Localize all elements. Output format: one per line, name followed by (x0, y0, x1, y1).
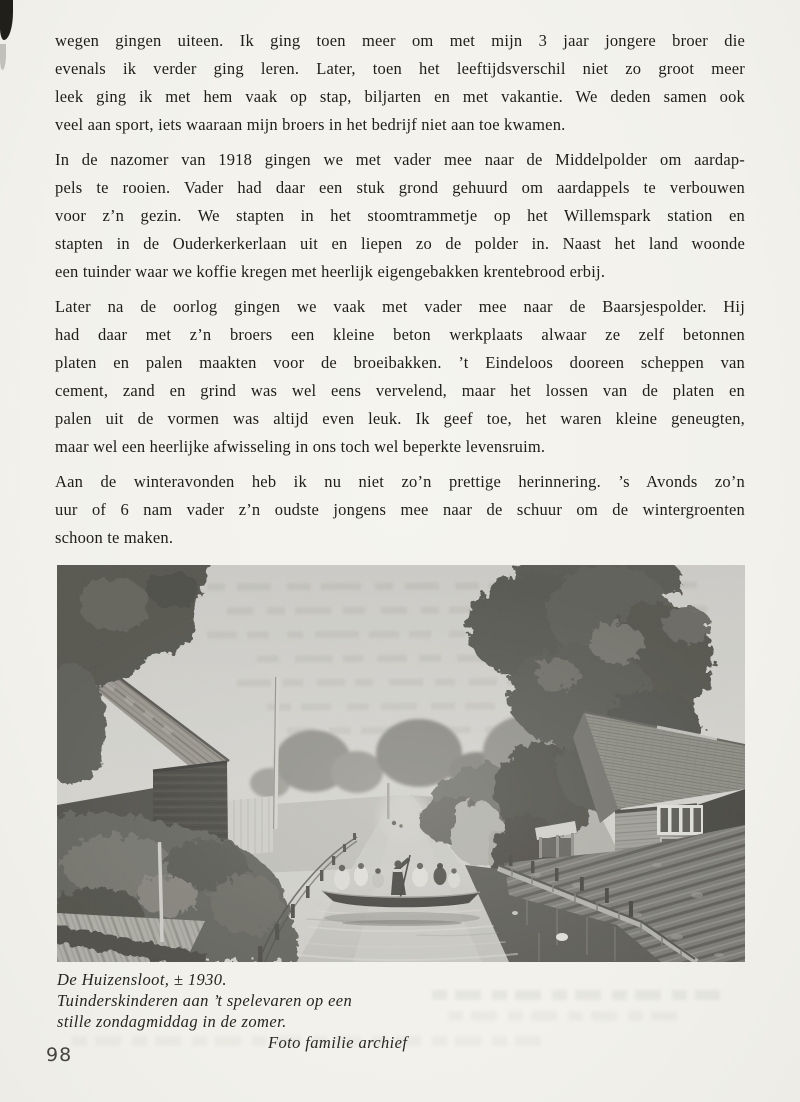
bleedthrough-text (432, 990, 720, 1000)
text-line: In de nazomer van 1918 gingen we met vader mee naar de Middelpolder om aardap- (55, 150, 745, 169)
text-line: uur of 6 nam vader z’n oudste jongens mee naar de schuur om de wintergroenten (55, 500, 745, 519)
text-line: pels te rooien. Vader had daar een stuk grond gehuurd om aardappels te verbouwen (55, 178, 745, 197)
canal-photo (57, 565, 745, 962)
bleedthrough-text (72, 1036, 542, 1046)
page-number: 98 (46, 1044, 73, 1066)
text-line: leek ging ik met hem vaak op stap, biljarten en met vakantie. We deden samen ook (55, 87, 745, 106)
bleedthrough-text (448, 1011, 688, 1021)
canal-photo-illustration (57, 565, 745, 962)
caption-line: Tuinderskinderen aan ’t spelevaren op een (57, 991, 353, 1010)
caption-line: stille zondagmiddag in de zomer. (57, 1012, 287, 1031)
text-line: schoon te maken. (55, 528, 174, 547)
text-line: evenals ik verder ging leren. Later, toen het leeftijdsverschil niet zo groot meer (55, 59, 745, 78)
text-line: Later na de oorlog gingen we vaak met vader mee naar de Baarsjespolder. Hij (55, 297, 745, 316)
text-line: voor z’n gezin. We stapten in het stoomtrammetje op het Willemspark station en (55, 206, 745, 225)
text-line: maar wel een heerlijke afwisseling in ons toch wel beperkte levensruim. (55, 437, 546, 456)
body-text (55, 27, 745, 559)
scan-artifact-streak (0, 44, 6, 70)
text-line: Aan de winteravonden heb ik nu niet zo’n prettige herinnering. ’s Avonds zo’n (55, 472, 745, 491)
photo-credit: Foto familie archief (268, 1033, 408, 1052)
text-line: had daar met z’n broers een kleine beton werkplaats alwaar ze zelf betonnen (55, 325, 745, 344)
paragraph-4 (55, 468, 745, 552)
text-line: wegen gingen uiteen. Ik ging toen meer om met mijn 3 jaar jongere broer die (55, 31, 745, 50)
paragraph-3 (55, 293, 745, 461)
scan-artifact-corner (0, 0, 13, 40)
text-line: cement, zand en grind was wel eens vervelend, maar het lossen van de platen en (55, 381, 745, 400)
text-line: stapten in de Ouderkerkerlaan uit en liepen zo de polder in. Naast het land woonde (55, 234, 745, 253)
text-line: palen uit de vormen was altijd even leuk. Ik geef toe, het waren kleine geneugten, (55, 409, 745, 428)
photo-grain-overlay (57, 565, 745, 962)
paragraph-2 (55, 146, 745, 286)
text-line: veel aan sport, iets waaraan mijn broers in het bedrijf niet aan toe kwamen. (55, 115, 566, 134)
text-line: platen en palen maakten voor de broeibakken. ’t Eindeloos dooreen scheppen van (55, 353, 745, 372)
caption-line: De Huizensloot, ± 1930. (57, 970, 227, 989)
text-line: een tuinder waar we koffie kregen met heerlijk eigengebakken krentebrood erbij. (55, 262, 606, 281)
paragraph-1 (55, 27, 745, 139)
